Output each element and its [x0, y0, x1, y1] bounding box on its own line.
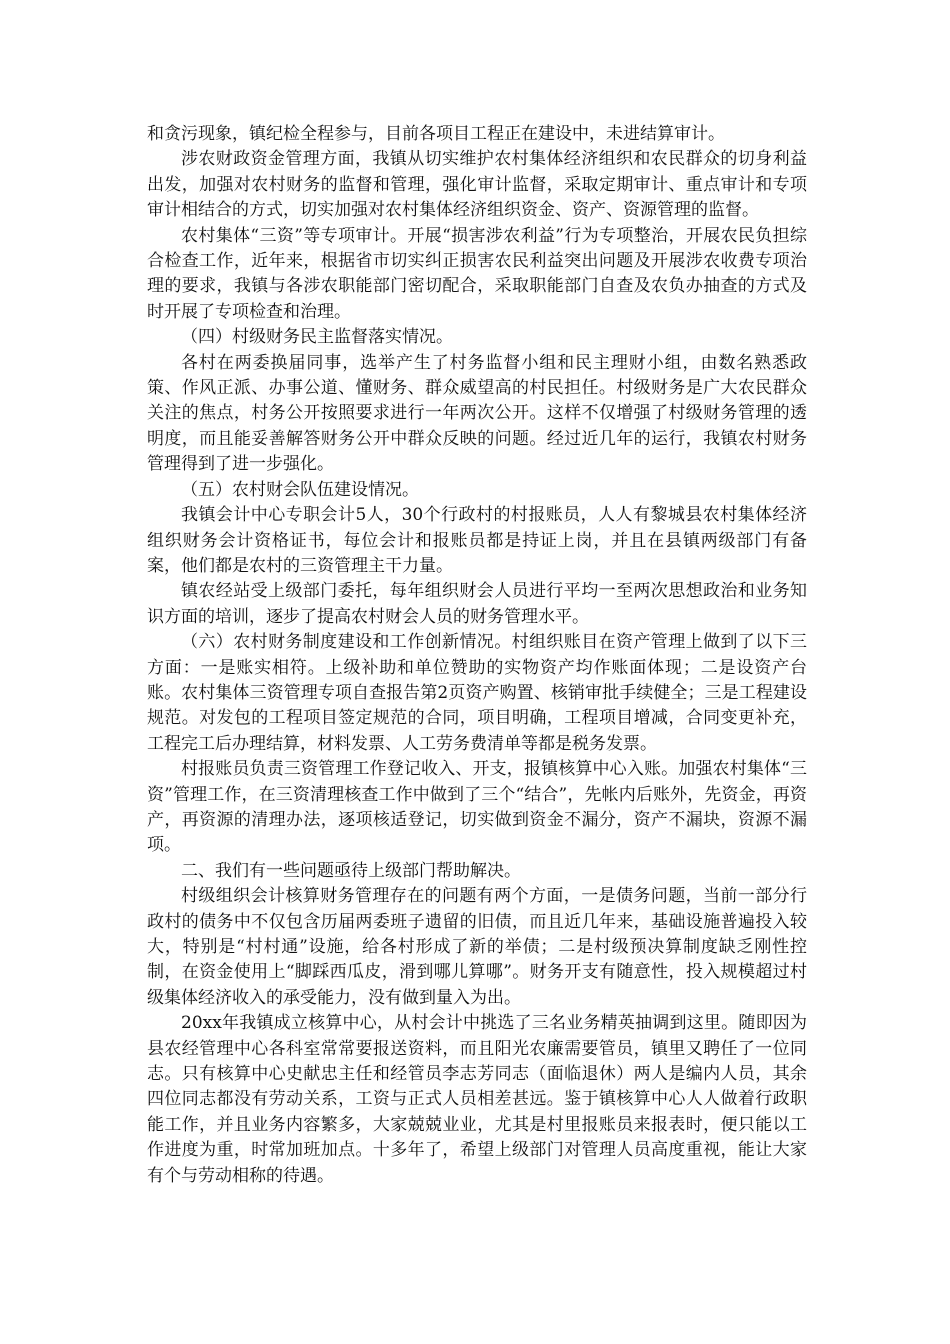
paragraph-continuation: 和贪污现象，镇纪检全程参与，目前各项目工程正在建设中，未进结算审计。 [147, 124, 725, 144]
document-body [147, 122, 807, 1189]
paragraph-training: 镇农经站受上级部门委托，每年组织财会人员进行平均一至两次思想政治和业务知识方面的培训，逐步了提高农村财会人员的财务管理水平。 [147, 581, 807, 627]
section-heading-4: （四）村级财务民主监督落实情况。 [181, 327, 453, 348]
paragraph-accountants: 我镇会计中心专职会计5人，30个行政村的村报账员，人人有黎城县农村集体经济组织财务会计资格证书，每位会计和报账员都是持证上岗，并且在县镇两级部门有备案，他们都是农村的三资管理主干力量。 [147, 505, 807, 576]
paragraph-bookkeeper-duties: 村报账员负责三资管理工作登记收入、开支，报镇核算中心入账。加强农村集体“三资”管理工作，在三资清理核查工作中做到了三个“结合”，先帐内后账外，先资金，再资产，再资源的清理办法，逐项核适登记，切实做到资金不漏分，资产不漏块，资源不漏项。 [147, 759, 807, 856]
paragraph-democratic-supervision: 各村在两委换届同事，选举产生了村务监督小组和民主理财小组，由数名熟悉政策、作风正派、办事公道、懂财务、群众威望高的村民担任。村级财务是广大农民群众关注的焦点，村务公开按照要求进行一年两次公开。这样不仅增强了村级财务管理的透明度，而且能妥善解答财务公开中群众反映的问题。经过近几年的运行，我镇农村财务管理得到了进一步强化。 [147, 352, 807, 475]
paragraph-accounting-problems: 村级组织会计核算财务管理存在的问题有两个方面，一是债务问题，当前一部分行政村的债务中不仅包含历届两委班子遗留的旧债，而且近几年来，基础设施普遍投入较大，特别是“村村通”设施，给各村形成了新的举债；二是村级预决算制度缺乏刚性控制，在资金使用上“脚踩西瓜皮，滑到哪儿算哪”。财务开支有随意性，投入规模超过村级集体经济收入的承受能力，没有做到量入为出。 [147, 886, 807, 1008]
paragraph-fiscal-funds: 涉农财政资金管理方面，我镇从切实维护农村集体经济组织和农民群众的切身利益出发，加强对农村财务的监督和管理，强化审计监督，采取定期审计、重点审计和专项审计相结合的方式，切实加强对农村集体经济组织资金、资产、资源管理的监督。 [147, 149, 807, 221]
paragraph-three-assets-audit: 农村集体“三资”等专项审计。开展“损害涉农利益”行为专项整治，开展农民负担综合检查工作，近年来，根据省市切实纠正损害农民利益突出问题及开展涉农收费专项治理的要求，我镇与各涉农职能部门密切配合，采取职能部门自查及农负办抽查的方式及时开展了专项检查和治理。 [147, 225, 807, 322]
paragraph-system-construction: （六）农村财务制度建设和工作创新情况。村组织账目在资产管理上做到了以下三方面：一是账实相符。上级补助和单位赞助的实物资产均作账面体现；二是设资产台账。农村集体三资管理专项自查报告第2页资产购置、核销审批手续健全；三是工程建设规范。对发包的工程项目签定规范的合同，项目明确，工程项目增减，合同变更补充，工程完工后办理结算，材料发票、人工劳务费清单等都是税务发票。 [147, 632, 807, 754]
section-heading-5: （五）农村财会队伍建设情况。 [181, 479, 419, 500]
section-heading-problems: 二、我们有一些问题亟待上级部门帮助解决。 [181, 860, 521, 881]
paragraph-accounting-center: 20xx年我镇成立核算中心，从村会计中挑选了三名业务精英抽调到这里。随即因为县农经管理中心各科室常常要报送资料，而且阳光农廉需要管员，镇里又聘任了一位同志。只有核算中心史献忠主任和经管员李志芳同志（面临退休）两人是编内人员，其余四位同志都没有劳动关系，工资与正式人员相差甚远。鉴于镇核算中心人人做着行政职能工作，并且业务内容繁多，大家兢兢业业，尤其是村里报账员来报表时，便只能以工作进度为重，时常加班加点。十多年了，希望上级部门对管理人员高度重视，能让大家有个与劳动相称的待遇。 [147, 1013, 807, 1186]
